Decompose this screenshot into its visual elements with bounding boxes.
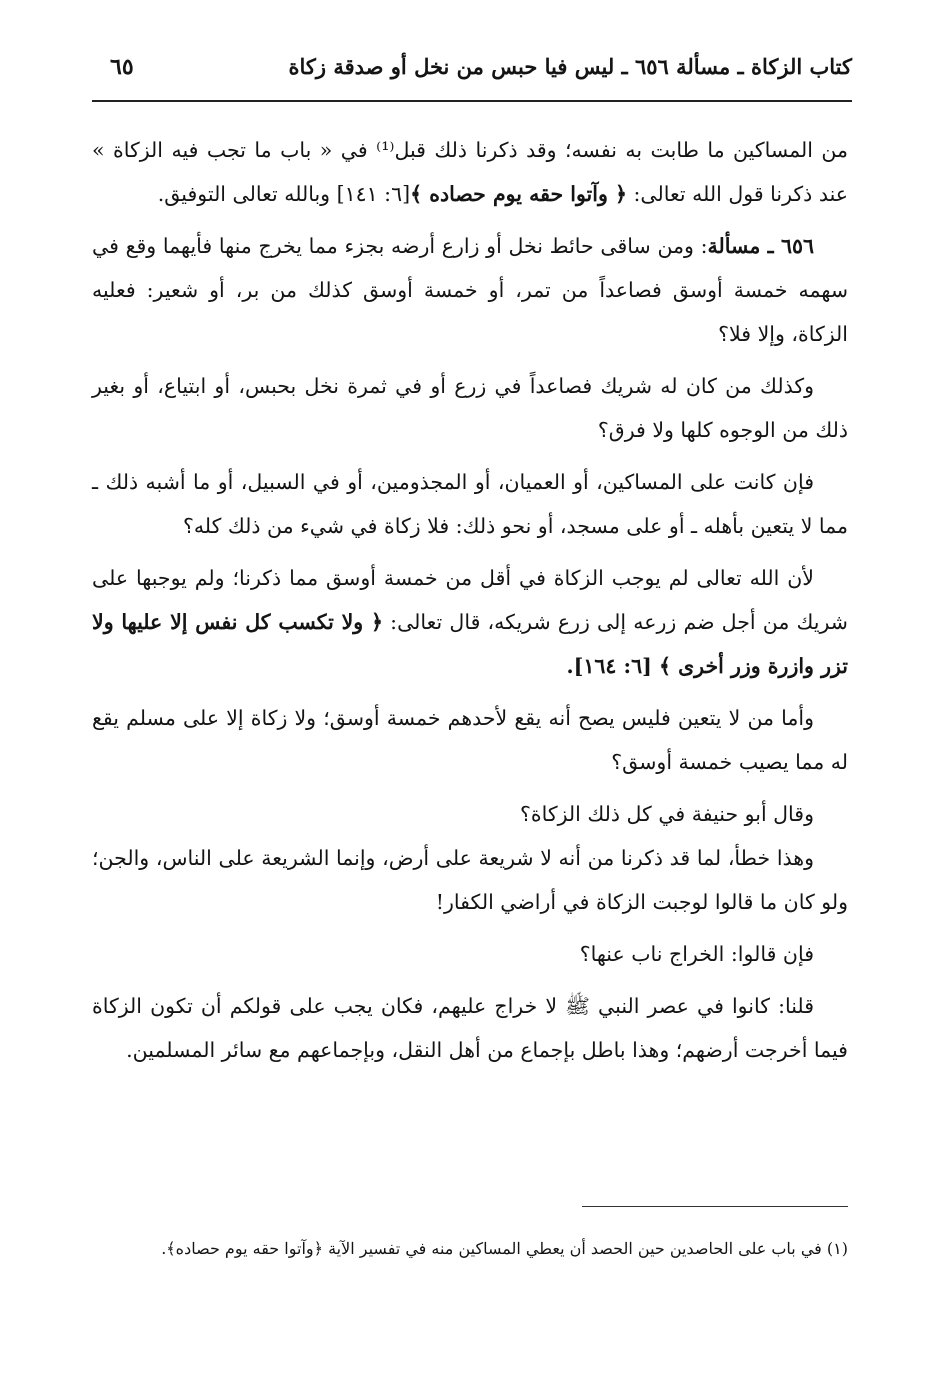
paragraph-8 [92,836,848,924]
paragraph-3-text: وكذلك من كان له شريك فصاعداً في زرع أو في ثمرة نخل بحبس، أو ابتياع، أو بغير ذلك من الوجوه كلها ولا فرق؟ [92,374,848,442]
paragraph-7 [92,792,848,836]
paragraph-4 [92,460,848,548]
issue-text: : ومن ساقى حائط نخل أو زارع أرضه بجزء مما يخرج منها فأيهما وقع في سهمه خمسة أوسق فصاعداً من تمر، أو خمسة أوسق كذلك من بر، أو شعير: فعليه الزكاة، وإلا فلا؟ [92,234,848,346]
paragraph-issue-656 [92,224,848,356]
paragraph-9 [92,932,848,976]
paragraph-10 [92,984,848,1072]
page-number: ٦٥ [110,54,134,80]
header-divider [92,100,852,102]
footnote-divider [582,1206,848,1207]
paragraph-7-text: وقال أبو حنيفة في كل ذلك الزكاة؟ [519,802,814,826]
verse-reference: [٦: ١٤١] وبالله تعالى التوفيق. [157,182,411,206]
quran-verse-quote: ﴿ وآتوا حقه يوم حصاده ﴾ [410,182,627,206]
issue-heading: ٦٥٦ ـ مسألة [707,234,815,258]
paragraph-4-text: فإن كانت على المساكين، أو العميان، أو المجذومين، أو في السبيل، أو ما أشبه ذلك ـ مما لا يتعين بأهله ـ أو على مسجد، أو نحو ذلك: فلا زكاة في شيء من ذلك كله؟ [92,470,848,538]
quran-verse-quote: ﴿ ولا تكسب كل نفس إلا عليها ولا تزر وازرة وزر أخرى ﴾ [92,610,848,678]
paragraph-6-text: وأما من لا يتعين فليس يصح أنه يقع لأحدهم خمسة أوسق؛ ولا زكاة إلا على مسلم يقع له مما يصيب خمسة أوسق؟ [92,706,848,774]
paragraph-8-text: وهذا خطأ، لما قد ذكرنا من أنه لا شريعة على أرض، وإنما الشريعة على الناس، والجن؛ ولو كان ما قالوا لوجبت الزكاة في أراضي الكفار! [92,846,848,914]
paragraph-9-text: فإن قالوا: الخراج ناب عنها؟ [579,942,814,966]
paragraph-1 [92,128,848,216]
body-text [92,128,848,1080]
paragraph-10-text: قلنا: كانوا في عصر النبي ﷺ لا خراج عليهم، فكان يجب على قولكم أن تكون الزكاة فيما أخرجت أرضهم؛ وهذا باطل بإجماع من أهل النقل، وبإجماعهم مع سائر المسلمين. [92,994,848,1062]
paragraph-5 [92,556,848,688]
verse-reference: [٦: ١٦٤]. [566,654,659,678]
running-head: كتاب الزكاة ـ مسألة ٦٥٦ ـ ليس فيا حبس من نخل أو صدقة زكاة [288,54,852,79]
paragraph-1-text: من المساكين ما طابت به نفسه؛ وقد ذكرنا ذلك قبل⁽¹⁾ في « باب ما تجب فيه الزكاة » عند ذكرنا قول الله تعالى: [92,138,848,206]
footnote: (١) في باب على الحاصدين حين الحصد أن يعطي المساكين منه في تفسير الآية ﴿وآتوا حقه يوم حصاده﴾. [161,1239,848,1258]
paragraph-3 [92,364,848,452]
paragraph-5-text: لأن الله تعالى لم يوجب الزكاة في أقل من خمسة أوسق مما ذكرنا؛ ولم يوجبها على شريك من أجل ضم زرعه إلى زرع شريكه، قال تعالى: [92,566,848,634]
paragraph-6 [92,696,848,784]
page-header [92,52,852,98]
